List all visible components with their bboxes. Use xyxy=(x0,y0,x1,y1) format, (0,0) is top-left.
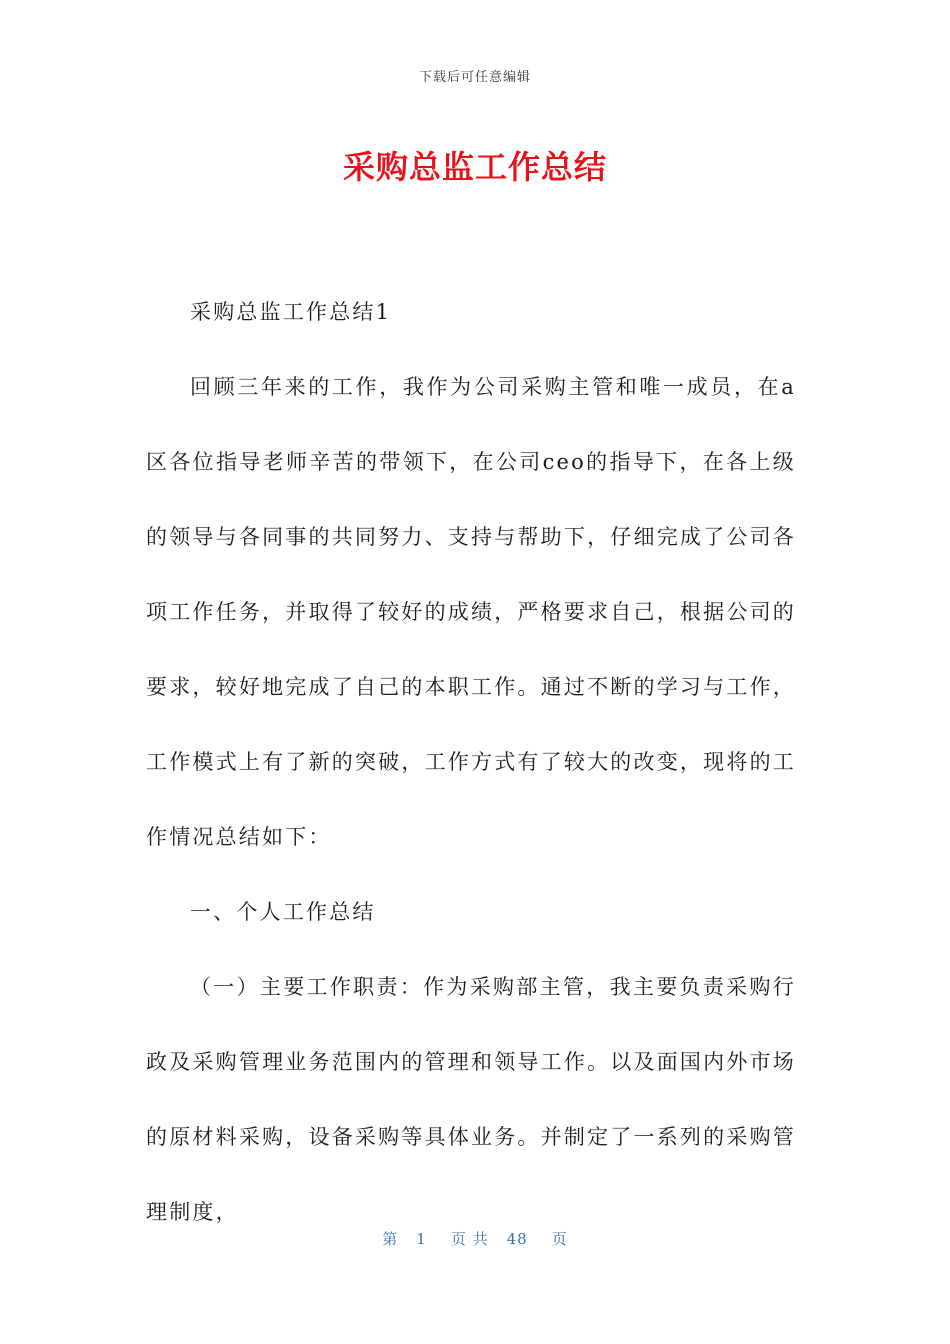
document-body xyxy=(146,275,796,1250)
page-footer xyxy=(0,1228,950,1249)
header-note: 下载后可任意编辑 xyxy=(418,70,531,85)
footer-page-number: 1 xyxy=(416,1230,427,1248)
footer-total-pages: 48 xyxy=(506,1230,528,1248)
body-paragraph: （一）主要工作职责：作为采购部主管，我主要负责采购行政及采购管理业务范围内的管理和领导工作。以及面国内外市场的原材料采购，设备采购等具体业务。并制定了一系列的采购管理制度， xyxy=(146,975,796,1224)
section-heading: 采购总监工作总结1 xyxy=(190,300,392,324)
footer-prefix: 第 xyxy=(382,1230,399,1248)
footer-middle: 页 共 xyxy=(450,1230,489,1248)
section-heading: 一、个人工作总结 xyxy=(190,900,376,924)
footer-suffix: 页 xyxy=(551,1230,568,1248)
body-paragraph: 回顾三年来的工作，我作为公司采购主管和唯一成员，在a区各位指导老师辛苦的带领下，在公司ceo的指导下，在各上级的领导与各同事的共同努力、支持与帮助下，仔细完成了公司各项工作任务，并取得了较好的成绩，严格要求自己，根据公司的要求，较好地完成了自己的本职工作。通过不断的学习与工作，工作模式上有了新的突破，工作方式有了较大的改变，现将的工作情况总结如下： xyxy=(146,375,796,849)
document-title: 采购总监工作总结 xyxy=(342,148,607,186)
